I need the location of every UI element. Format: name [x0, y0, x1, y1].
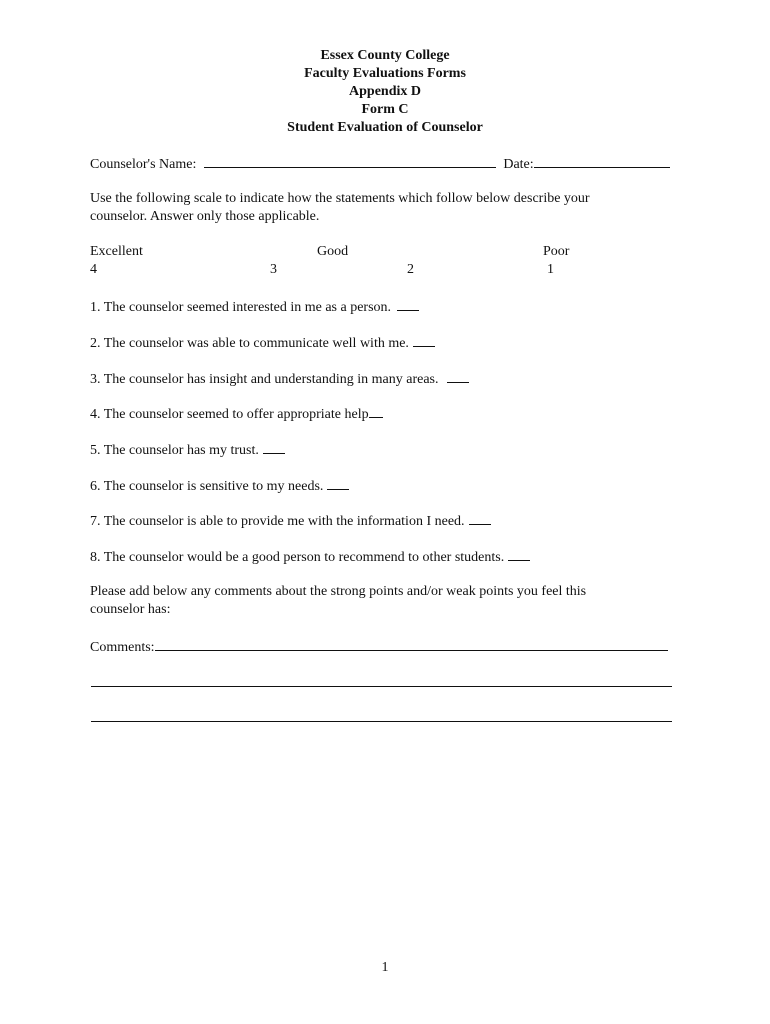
answer-blank-6[interactable] [327, 476, 349, 490]
comments-field-line-3[interactable] [91, 721, 672, 722]
scale-value-3: 3 [270, 262, 277, 277]
page-number: 1 [381, 960, 389, 975]
question-1 [90, 297, 419, 317]
answer-blank-3[interactable] [447, 369, 469, 383]
answer-blank-1[interactable] [397, 297, 419, 311]
form-header [0, 47, 770, 137]
scale-poor-label: Poor [543, 244, 570, 259]
question-6 [90, 476, 349, 496]
comments-field-line-1[interactable] [155, 637, 668, 651]
forms-title: Faculty Evaluations Forms [304, 66, 466, 81]
date-label: Date: [503, 157, 534, 172]
comments-field-line-2[interactable] [91, 686, 672, 687]
answer-blank-8[interactable] [508, 547, 530, 561]
question-text: 5. The counselor has my trust. [90, 443, 259, 458]
scale-good-label: Good [317, 244, 349, 259]
question-text: 1. The counselor seemed interested in me as a person. [90, 300, 392, 315]
name-date-row [90, 154, 670, 174]
question-8 [90, 547, 530, 567]
instructions-line-1: Use the following scale to indicate how the statements which follow below describe your [90, 191, 590, 206]
question-text: 8. The counselor would be a good person to recommend to other students. [90, 550, 505, 565]
question-text: 4. The counselor seemed to offer appropriate help [90, 407, 369, 422]
scale-value-1: 1 [547, 262, 554, 277]
question-2 [90, 333, 435, 353]
question-text: 3. The counselor has insight and understanding in many areas. [90, 372, 439, 387]
scale-excellent-label: Excellent [90, 244, 143, 259]
question-3 [90, 369, 469, 389]
answer-blank-4[interactable] [369, 404, 383, 418]
comments-row [90, 637, 668, 657]
comments-prompt-line-1: Please add below any comments about the strong points and/or weak points you feel this [90, 584, 587, 599]
counselor-name-label: Counselor's Name: [90, 157, 197, 172]
form-label: Form C [361, 102, 409, 117]
answer-blank-5[interactable] [263, 440, 285, 454]
question-5 [90, 440, 285, 460]
question-7 [90, 511, 491, 531]
date-field[interactable] [534, 154, 670, 168]
form-title: Student Evaluation of Counselor [287, 120, 483, 135]
instructions-line-2: counselor. Answer only those applicable. [90, 209, 320, 224]
answer-blank-7[interactable] [469, 511, 491, 525]
college-name: Essex County College [320, 48, 450, 63]
question-text: 7. The counselor is able to provide me with the information I need. [90, 514, 465, 529]
scale-value-4: 4 [90, 262, 97, 277]
question-text: 2. The counselor was able to communicate well with me. [90, 336, 409, 351]
comments-label: Comments: [90, 640, 155, 655]
question-text: 6. The counselor is sensitive to my needs. [90, 479, 324, 494]
counselor-name-field[interactable] [204, 154, 496, 168]
appendix-label: Appendix D [349, 84, 421, 99]
answer-blank-2[interactable] [413, 333, 435, 347]
question-4 [90, 404, 383, 424]
scale-value-2: 2 [407, 262, 414, 277]
comments-prompt-line-2: counselor has: [90, 602, 171, 617]
